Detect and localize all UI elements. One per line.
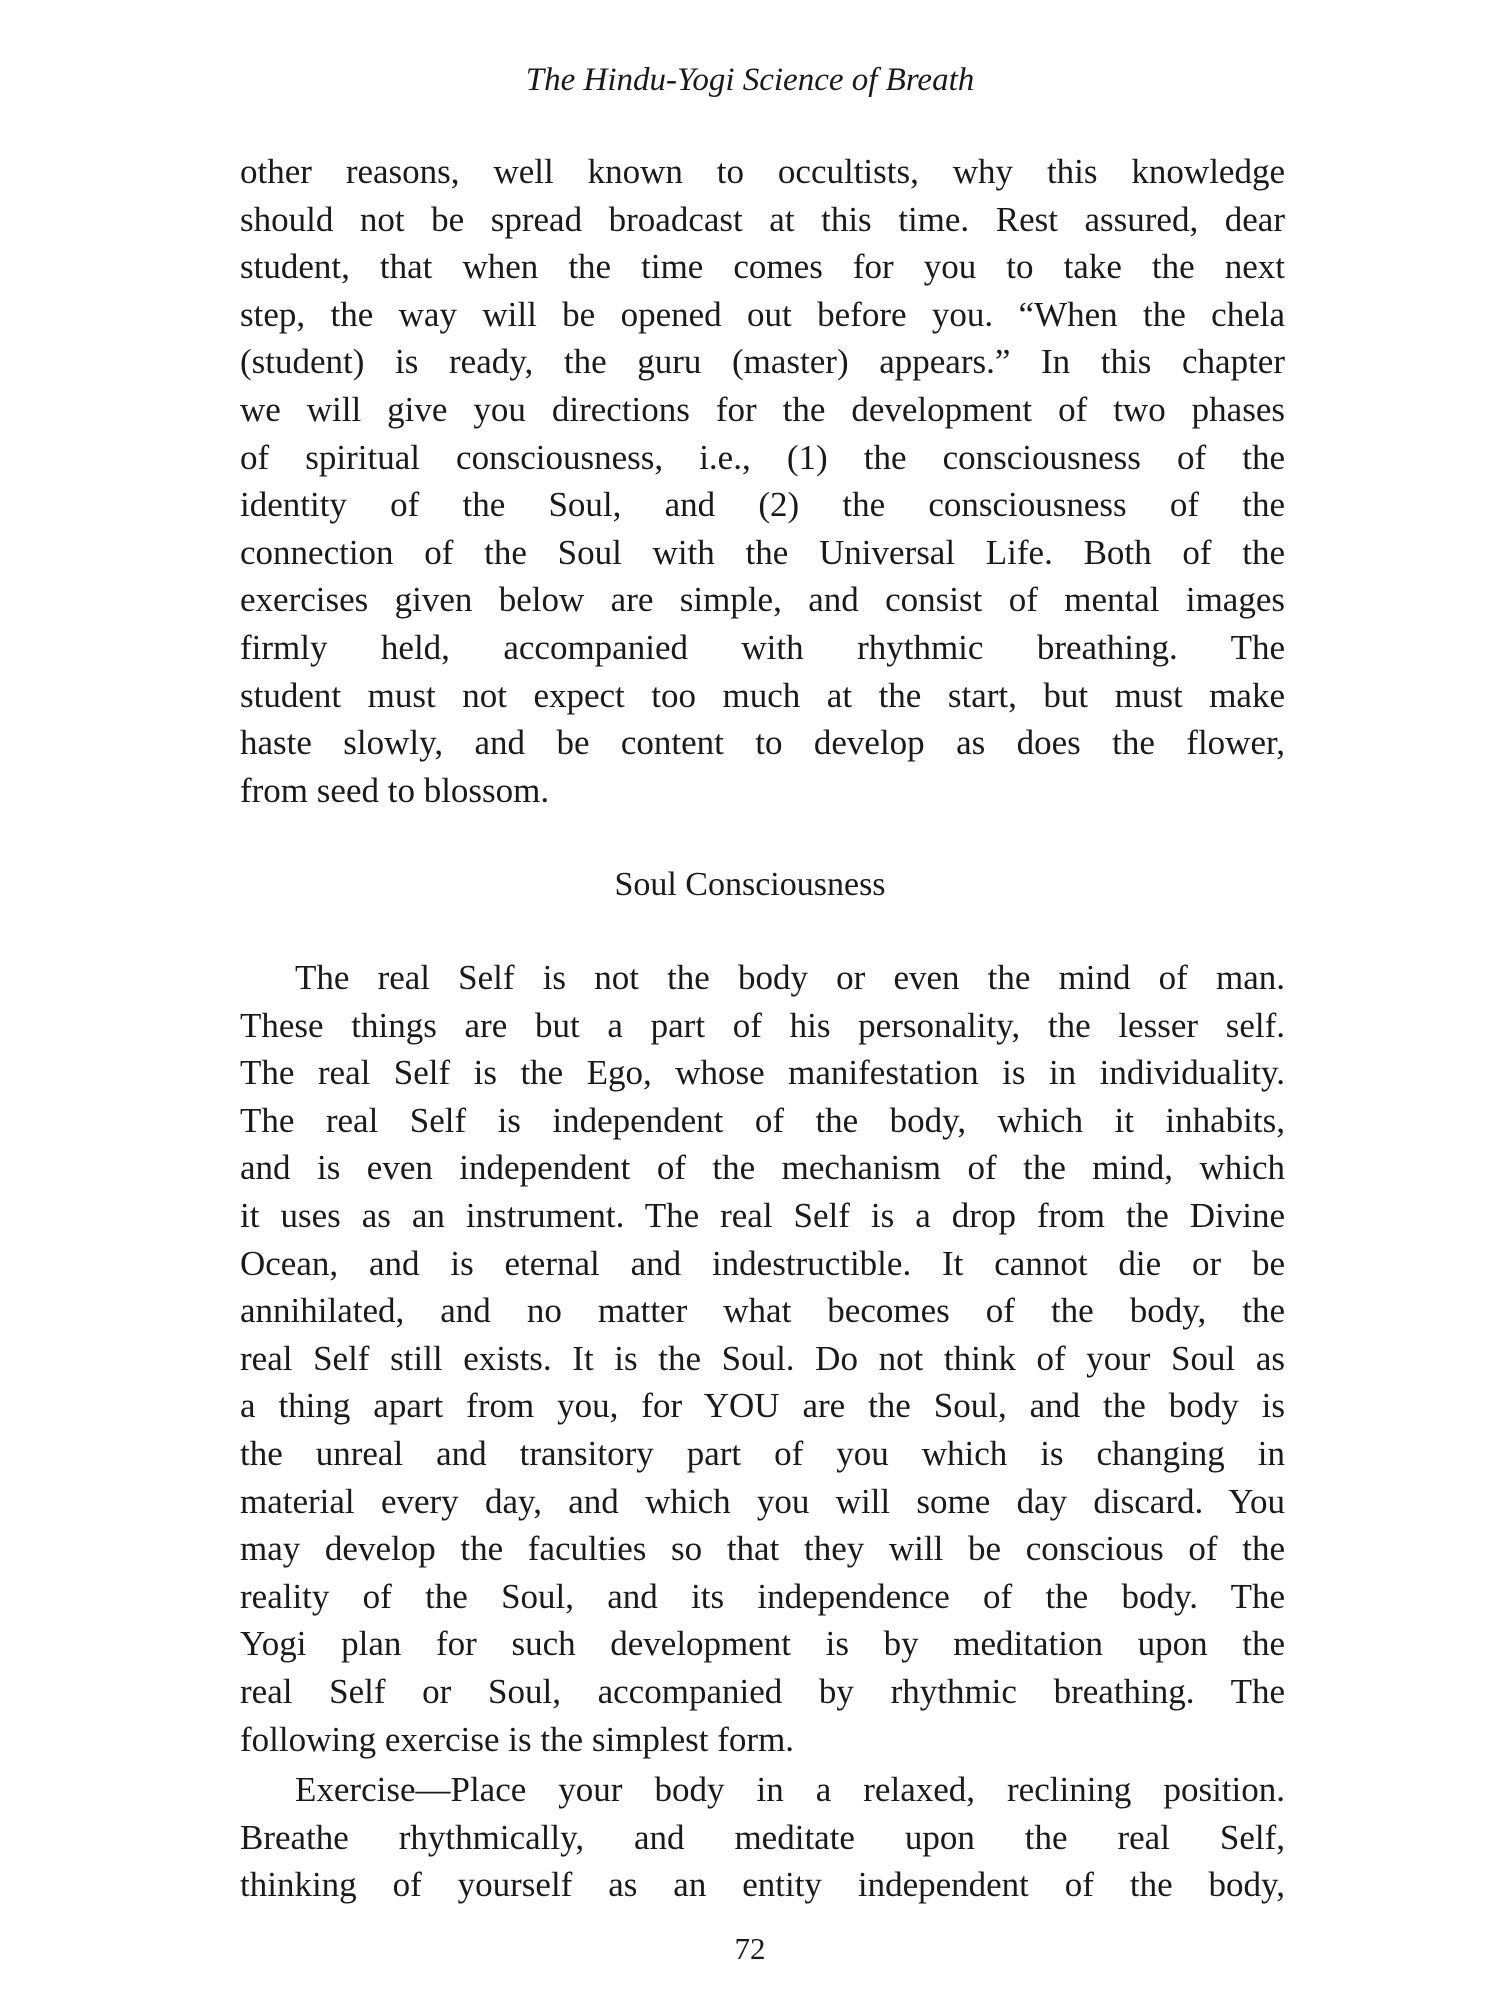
- text-line: student must not expect too much at the start, but must make: [240, 675, 1285, 715]
- text-line: identity of the Soul, and (2) the consciousness of the: [240, 485, 1285, 525]
- paragraph-soul-consciousness: [240, 954, 1285, 1763]
- text-line: These things are but a part of his personality, the lesser self.: [240, 1005, 1285, 1045]
- text-line: real Self still exists. It is the Soul. Do not think of your Soul as: [240, 1338, 1285, 1378]
- text-line: Exercise—Place your body in a relaxed, reclining position.: [295, 1770, 1285, 1809]
- text-line: Ocean, and is eternal and indestructible. It cannot die or be: [240, 1243, 1285, 1283]
- text-line: (student) is ready, the guru (master) appears.” In this chapter: [240, 342, 1285, 382]
- text-line: a thing apart from you, for YOU are the Soul, and the body is: [240, 1386, 1285, 1426]
- text-line: of spiritual consciousness, i.e., (1) the consciousness of the: [240, 437, 1285, 477]
- text-line: reality of the Soul, and its independence of the body. The: [240, 1576, 1285, 1616]
- text-line: Breathe rhythmically, and meditate upon the real Self,: [240, 1817, 1285, 1857]
- text-line: The real Self is the Ego, whose manifestation is in individuality.: [240, 1053, 1285, 1093]
- text-line: following exercise is the simplest form.: [240, 1719, 795, 1759]
- text-line: exercises given below are simple, and consist of mental images: [240, 580, 1285, 620]
- text-line: The real Self is independent of the body, which it inhabits,: [240, 1100, 1285, 1140]
- text-line: and is even independent of the mechanism of the mind, which: [240, 1148, 1285, 1188]
- paragraph-exercise: [240, 1766, 1285, 1909]
- text-line: connection of the Soul with the Universal Life. Both of the: [240, 532, 1285, 572]
- text-line: it uses as an instrument. The real Self is a drop from the Divine: [240, 1195, 1285, 1235]
- text-line: should not be spread broadcast at this time. Rest assured, dear: [240, 199, 1285, 239]
- text-line: other reasons, well known to occultists, why this knowledge: [240, 152, 1285, 191]
- text-line: haste slowly, and be content to develop as does the flower,: [240, 723, 1285, 763]
- text-line: annihilated, and no matter what becomes of the body, the: [240, 1291, 1285, 1331]
- page-number: 72: [734, 1931, 766, 1966]
- text-line: may develop the faculties so that they will be conscious of the: [240, 1529, 1285, 1569]
- running-title: The Hindu-Yogi Science of Breath: [525, 62, 975, 98]
- text-line: Yogi plan for such development is by meditation upon the: [240, 1624, 1285, 1664]
- text-line: real Self or Soul, accompanied by rhythmic breathing. The: [240, 1671, 1285, 1711]
- section-heading: Soul Consciousness: [614, 866, 886, 903]
- text-line: student, that when the time comes for you to take the next: [240, 247, 1285, 287]
- text-line: The real Self is not the body or even the mind of man.: [295, 958, 1285, 997]
- text-line: step, the way will be opened out before you. “When the chela: [240, 294, 1285, 334]
- text-line: from seed to blossom.: [240, 770, 550, 810]
- text-line: the unreal and transitory part of you which is changing in: [240, 1433, 1285, 1473]
- text-line: material every day, and which you will some day discard. You: [240, 1481, 1285, 1521]
- text-line: thinking of yourself as an entity independent of the body,: [240, 1865, 1285, 1905]
- text-line: firmly held, accompanied with rhythmic breathing. The: [240, 627, 1285, 667]
- text-line: we will give you directions for the development of two phases: [240, 389, 1285, 429]
- paragraph-continuation: [240, 148, 1285, 814]
